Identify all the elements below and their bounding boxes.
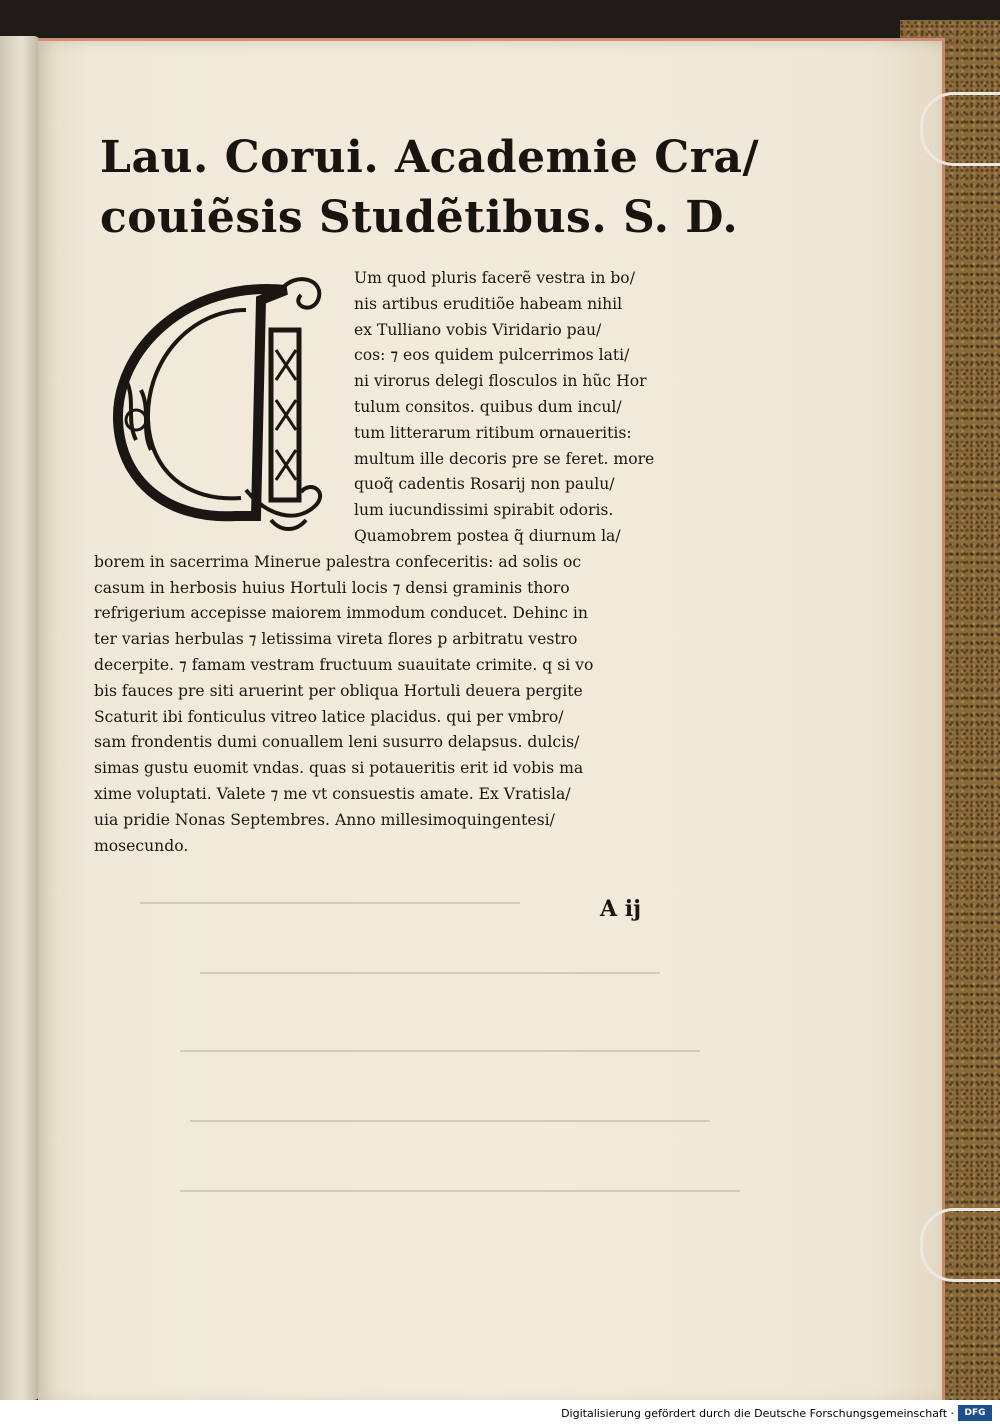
show-through — [140, 902, 520, 904]
text-line: tulum consitos. quibus dum incul/ — [354, 397, 622, 416]
text-line: sam frondentis dumi conuallem leni susurro delapsus. dulcis/ — [94, 733, 580, 752]
text-line: cos: ⁊ eos quidem pulcerrimos lati/ — [354, 346, 630, 365]
text-line: ex Tulliano vobis Viridario pau/ — [354, 320, 602, 339]
text-line: refrigerium accepisse maiorem immodum conducet. Dehinc in — [94, 604, 588, 623]
text-line: uia pridie Nonas Septembres. Anno millesimoquingentesi/ — [94, 810, 555, 829]
signature-mark: A ij — [600, 896, 642, 922]
top-clasp-ribbon — [920, 92, 1000, 166]
footer-bar — [0, 1400, 1000, 1426]
text-line: borem in sacerrima Minerue palestra confeceritis: ad solis oc — [94, 552, 582, 571]
letter-body — [94, 266, 742, 859]
text-line: casum in herbosis huius Hortuli locis ⁊ densi graminis thoro — [94, 578, 570, 597]
text-line: tum litterarum ritibum ornaueritis: — [354, 423, 632, 442]
text-line: decerpite. ⁊ famam vestram fructuum suauitate crimite. q si vo — [94, 655, 594, 674]
text-line: ter varias herbulas ⁊ letissima vireta flores p arbitratu vestro — [94, 630, 578, 649]
text-line: lum iucundissimi spirabit odoris. — [354, 501, 614, 520]
text-line: xime voluptati. Valete ⁊ me vt consuestis amate. Ex Vratisla/ — [94, 784, 571, 803]
text-line: multum ille decoris pre se feret. more — [354, 449, 655, 468]
text-line: Scaturit ibi fonticulus vitreo latice placidus. qui per vmbro/ — [94, 707, 564, 726]
heading-line-1: Lau. Corui. Academie Cra/ — [100, 132, 760, 183]
show-through — [180, 1050, 700, 1052]
text-line: Um quod pluris facerẽ vestra in bo/ — [354, 269, 635, 287]
show-through — [180, 1190, 740, 1192]
text-line: simas gustu euomit vndas. quas si potaueritis erit id vobis ma — [94, 759, 584, 778]
show-through — [200, 972, 660, 974]
heading-line-2: couiẽsis Studẽtibus. S. D. — [100, 192, 739, 243]
funding-notice: Digitalisierung gefördert durch die Deutsche Forschungsgemeinschaft · — [561, 1407, 954, 1420]
bottom-clasp-ribbon — [920, 1208, 1000, 1282]
text-line: Quamobrem postea q̃ diurnum la/ — [354, 526, 621, 545]
text-line: nis artibus eruditiõe habeam nihil — [354, 294, 623, 313]
text-line: bis fauces pre siti aruerint per obliqua Hortuli deuera pergite — [94, 681, 583, 700]
text-line: ni virorus delegi flosculos in hũc Hor — [354, 372, 647, 391]
text-line: mosecundo. — [94, 836, 189, 855]
dfg-logo: DFG — [958, 1405, 992, 1421]
facing-page-edge — [0, 36, 40, 1400]
text-line: quoq̃ cadentis Rosarij non paulu/ — [354, 475, 615, 494]
show-through — [190, 1120, 710, 1122]
page-heading — [100, 128, 760, 248]
